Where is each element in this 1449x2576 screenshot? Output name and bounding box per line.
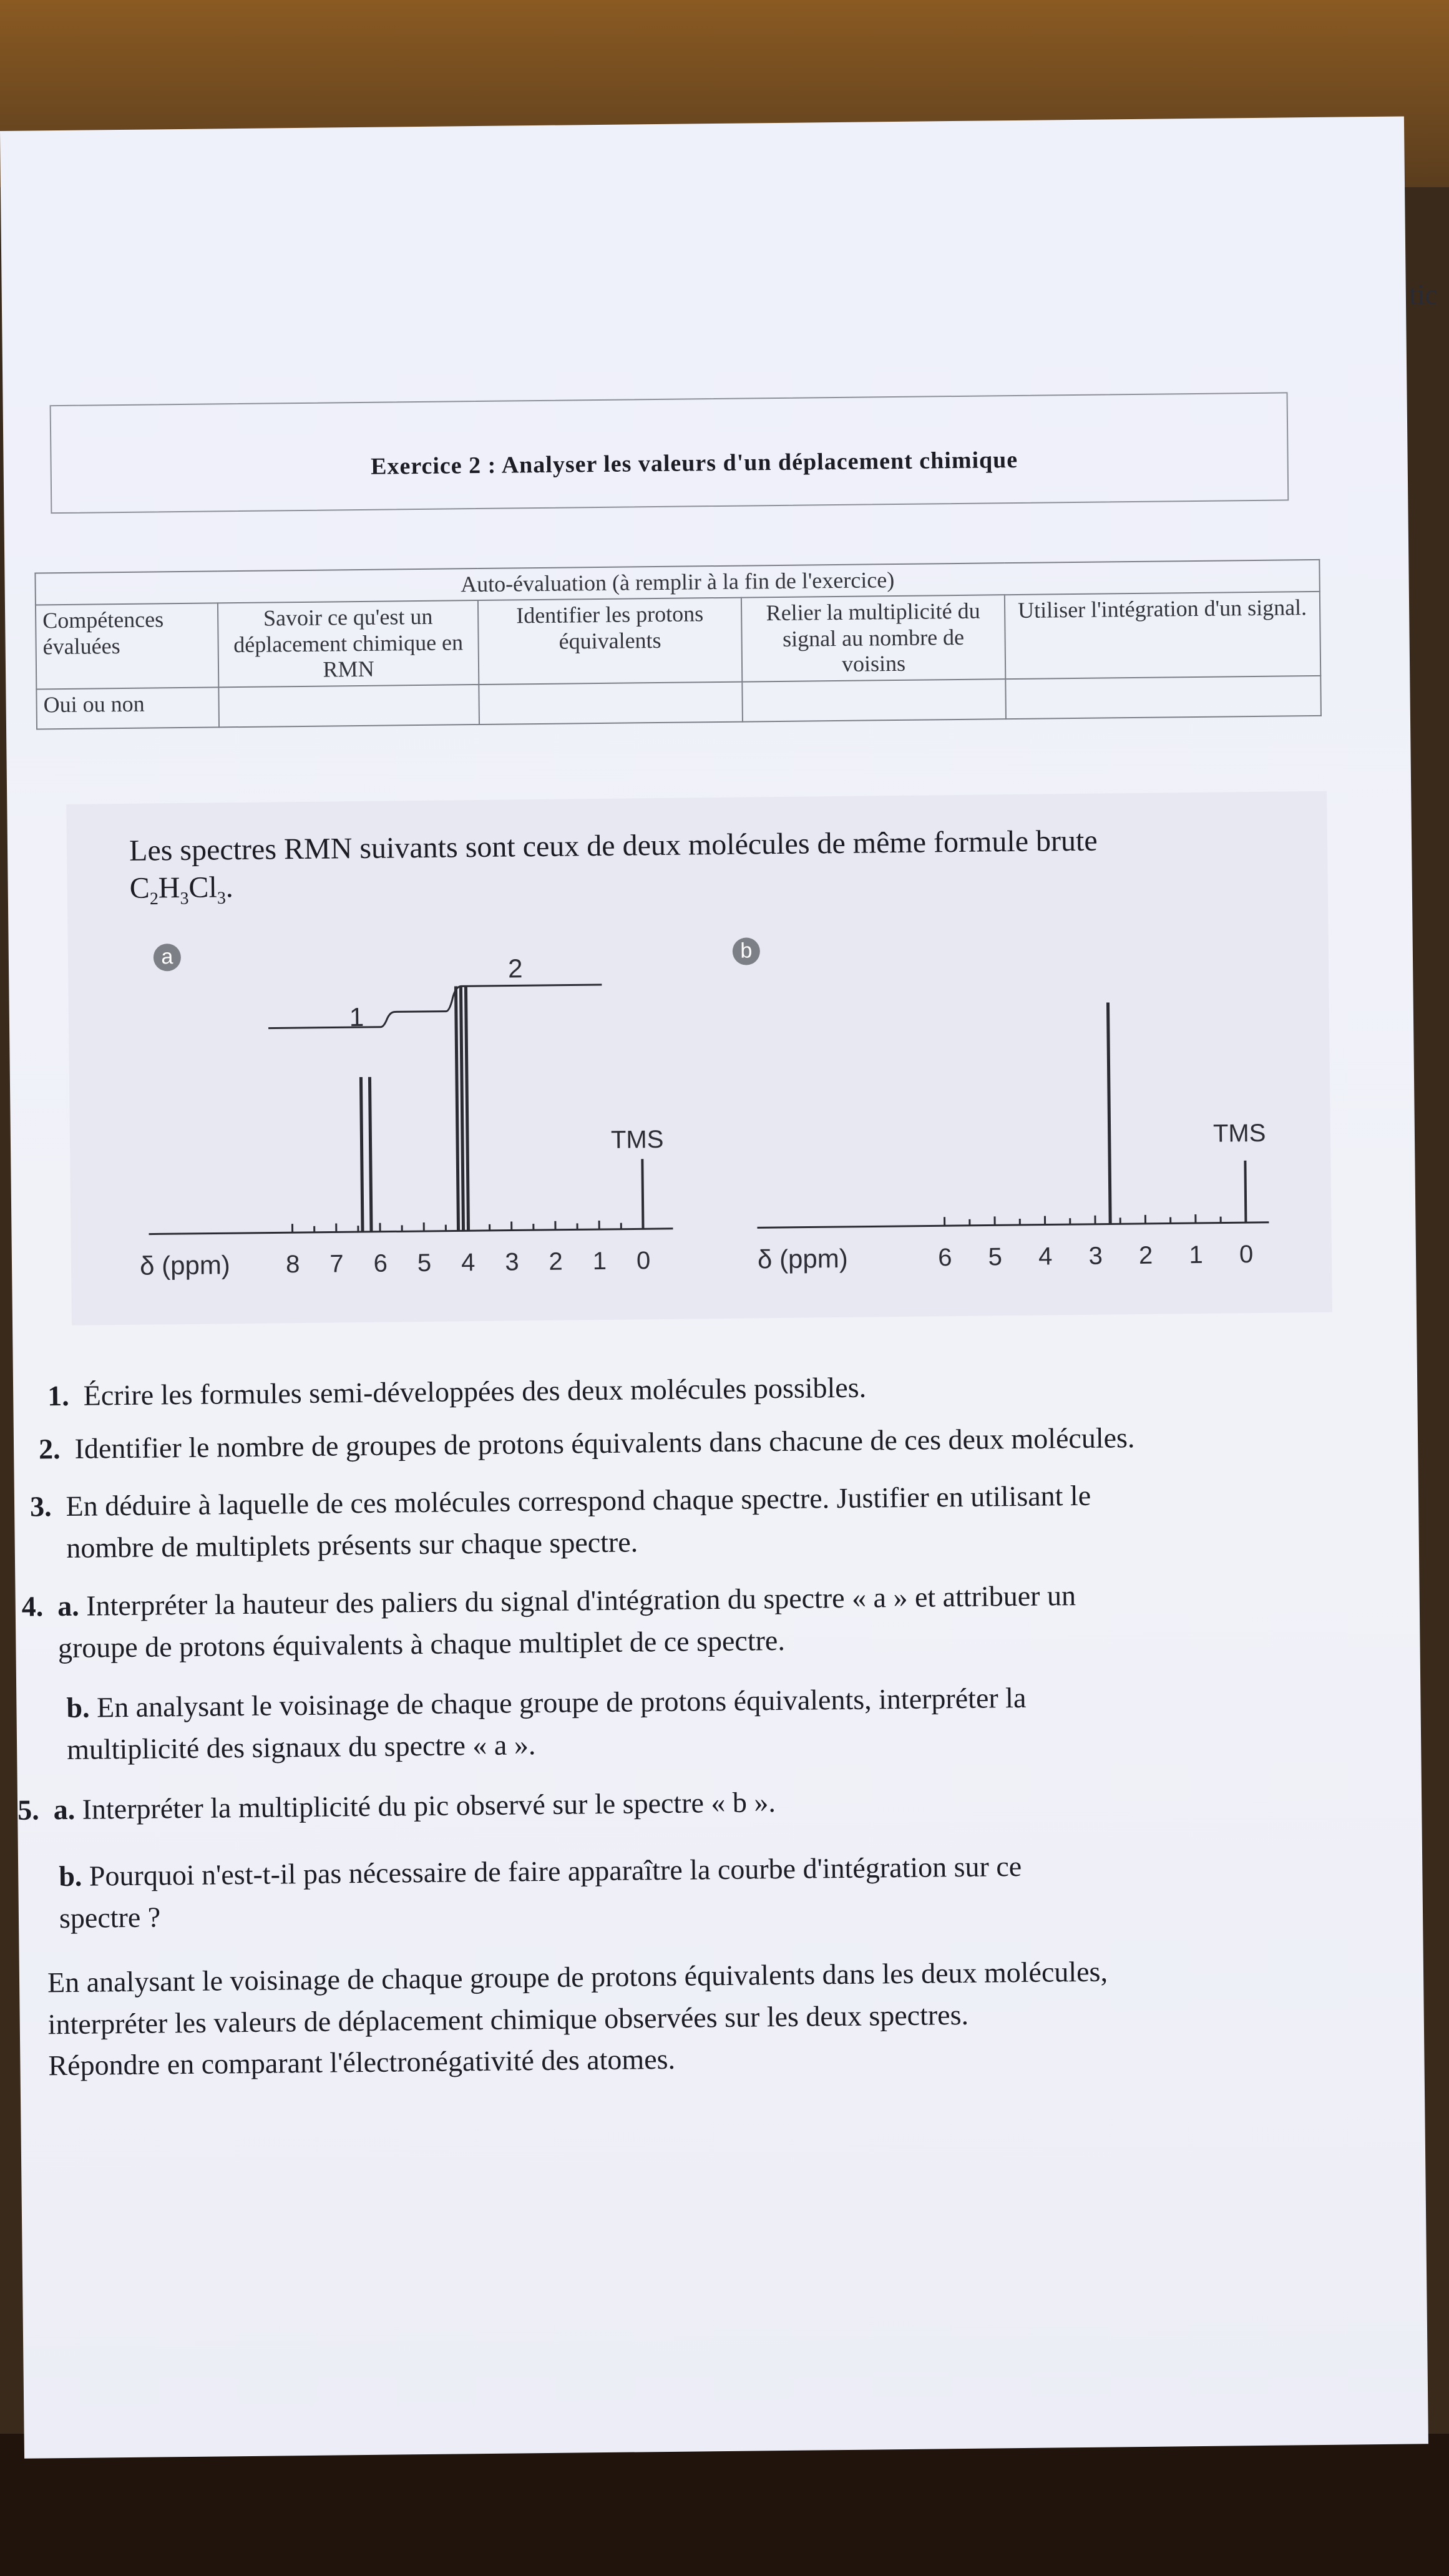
a-peak-4.1-line-0 [456,986,458,1231]
a-peak-4.1-line-2 [466,986,468,1231]
b-peak-2.7-line-0 [1108,1002,1110,1224]
a-tick-label-5: 5 [417,1249,432,1277]
a-peak-6.3-line-1 [369,1077,371,1232]
a-tick-label-7: 7 [329,1250,344,1278]
question-6: En analysant le voisinage de chaque groupe de protons équivalents dans les deux molécules, interpréter les valeurs de déplacement chimique observées sur les deux spectres. Répondre en comparant l'électronégativité des atomes. [47,1955,1108,2082]
competence-2: Identifier les protons équivalents [478,598,742,685]
spectrum-b-tms-label: TMS [1212,1119,1266,1148]
answer-cell-2[interactable] [479,681,743,724]
answer-cell-1[interactable] [218,685,479,727]
integration-step-2: 2 [507,954,523,983]
spectrum-b-chart [748,922,1300,1290]
spectrum-b-baseline [757,1222,1269,1228]
spectrum-a-axis-label: δ (ppm) [139,1250,231,1281]
answer-cell-3[interactable] [742,679,1006,721]
b-tick-label-3: 3 [1088,1242,1103,1270]
self-eval-caption: Auto-évaluation (à remplir à la fin de l'exercice) [35,560,1319,605]
a-tick-label-6: 6 [373,1249,388,1277]
question-4b: b. En analysant le voisinage de chaque groupe de protons équivalents, interpréter la multiplicité des signaux du spectre « a ». [66,1681,1027,1765]
exercise-title: Exercice 2 : Analyser les valeurs d'un déplacement chimique [370,446,1018,480]
b-peak-tms-line-0 [1245,1161,1246,1222]
spectrum-b-badge: b [733,937,760,965]
question-5b: b. Pourquoi n'est-t-il pas nécessaire de faire apparaître la courbe d'intégration sur ce spectre ? [59,1850,1022,1934]
a-tick-label-2: 2 [549,1247,564,1276]
adjacent-page-fragment: tic [1409,278,1438,310]
spectrum-a-integration-curve [268,985,602,1028]
intro-text: Les spectres RMN suivants sont ceux de deux molécules de même formule brute [129,824,1098,867]
integration-step-1: 1 [349,1002,364,1032]
question-4a: 4. a. Interpréter la hauteur des paliers du signal d'intégration du spectre « a » et attribuer un groupe de protons équivalents à chaque multiplet de ce spectre. [21,1579,1076,1664]
row-header-competences: Compétences évaluées [36,603,218,689]
a-peak-6.3-line-0 [361,1077,363,1232]
title-box [50,392,1289,514]
question-1: 1. Écrire les formules semi-développées des deux molécules possibles. [47,1371,867,1412]
competence-1: Savoir ce qu'est un déplacement chimique en RMN [218,600,479,687]
b-tick-label-1: 1 [1189,1241,1203,1269]
molecular-formula: $C_2H_3Cl_3$. [129,871,234,909]
b-tick-label-6: 6 [937,1244,952,1272]
question-5a: 5. a. Interpréter la multiplicité du pic observé sur le spectre « b ». [17,1786,776,1826]
question-3: 3. En déduire à laquelle de ces molécules correspond chaque spectre. Justifier en utilisant le nombre de multiplets présents sur chaque spectre. [29,1479,1091,1564]
a-tick-label-0: 0 [636,1247,651,1275]
a-tick-label-4: 4 [461,1249,476,1277]
answer-cell-4[interactable] [1005,675,1321,718]
b-tick-label-4: 4 [1038,1242,1053,1271]
competence-4: Utiliser l'intégration d'un signal. [1005,592,1320,678]
spectrum-a-tms-label: TMS [610,1125,664,1154]
row-header-oui-non: Oui ou non [36,687,219,729]
spectrum-a-chart [133,929,686,1297]
b-tick-label-2: 2 [1138,1241,1153,1269]
spectrum-a-baseline [149,1229,673,1234]
a-peak-tms-line-0 [642,1159,643,1229]
a-peak-4.1-line-1 [461,986,463,1231]
question-2: 2. Identifier le nombre de groupes de protons équivalents dans chacune de ces deux molécules. [38,1422,1135,1465]
spectrum-b-axis-label: δ (ppm) [757,1243,848,1274]
a-tick-label-3: 3 [505,1248,519,1276]
a-tick-label-8: 8 [285,1251,300,1279]
competence-3: Relier la multiplicité du signal au nombre de voisins [741,595,1005,682]
worksheet-page [0,116,1428,2458]
self-evaluation-table [34,559,1322,729]
a-tick-label-1: 1 [592,1247,607,1276]
spectrum-a-badge: a [154,944,181,971]
b-tick-label-0: 0 [1239,1241,1254,1269]
b-tick-label-5: 5 [988,1243,1003,1271]
